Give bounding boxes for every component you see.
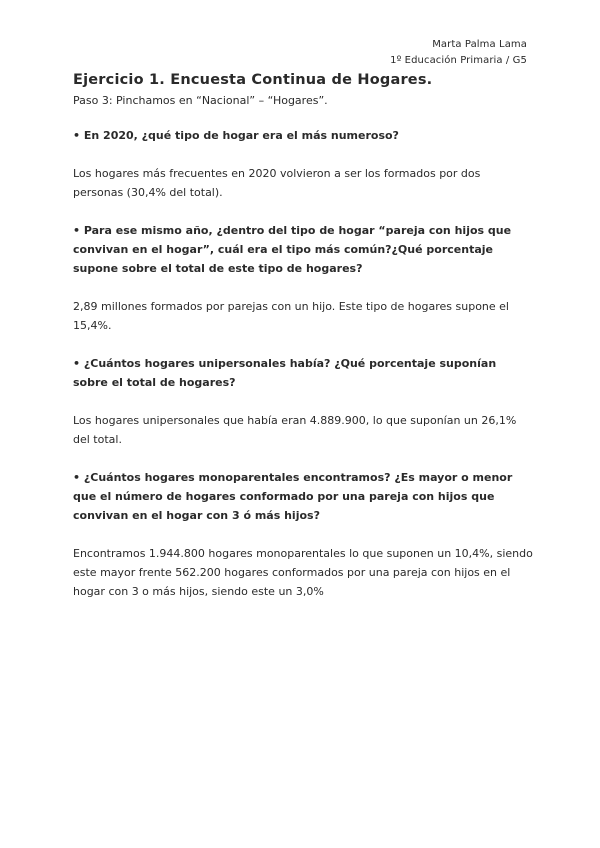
document-title: Ejercicio 1. Encuesta Continua de Hogares. bbox=[73, 72, 433, 88]
answer-1: Los hogares más frecuentes en 2020 volvieron a ser los formados por dos personas (30,4% del total). bbox=[73, 167, 481, 199]
question-2: • Para ese mismo año, ¿dentro del tipo de hogar “pareja con hijos que convivan en el hogar”, cuál era el tipo más común?¿Qué porcentaje supone sobre el total de este tipo de hogares? bbox=[73, 224, 512, 275]
question-1: • En 2020, ¿qué tipo de hogar era el más numeroso? bbox=[73, 129, 399, 142]
course-group: 1º Educación Primaria / G5 bbox=[390, 55, 527, 66]
answer-4: Encontramos 1.944.800 hogares monoparentales lo que suponen un 10,4%, siendo este mayor frente 562.200 hogares conformados por una pareja con hijos en el hogar con 3 o más hijos, siendo este un 3,0% bbox=[73, 547, 533, 598]
document-content bbox=[73, 70, 533, 601]
author-name: Marta Palma Lama bbox=[432, 39, 527, 50]
question-4: • ¿Cuántos hogares monoparentales encontramos? ¿Es mayor o menor que el número de hogares conformado por una pareja con hijos que convivan en el hogar con 3 ó más hijos? bbox=[73, 471, 513, 522]
author-block bbox=[390, 37, 527, 69]
question-3: • ¿Cuántos hogares unipersonales había? ¿Qué porcentaje suponían sobre el total de hogares? bbox=[73, 357, 497, 389]
document-subtitle: Paso 3: Pinchamos en “Nacional” – “Hogares”. bbox=[73, 94, 328, 107]
answer-3: Los hogares unipersonales que había eran 4.889.900, lo que suponían un 26,1% del total. bbox=[73, 414, 517, 446]
answer-2: 2,89 millones formados por parejas con un hijo. Este tipo de hogares supone el 15,4%. bbox=[73, 300, 509, 332]
